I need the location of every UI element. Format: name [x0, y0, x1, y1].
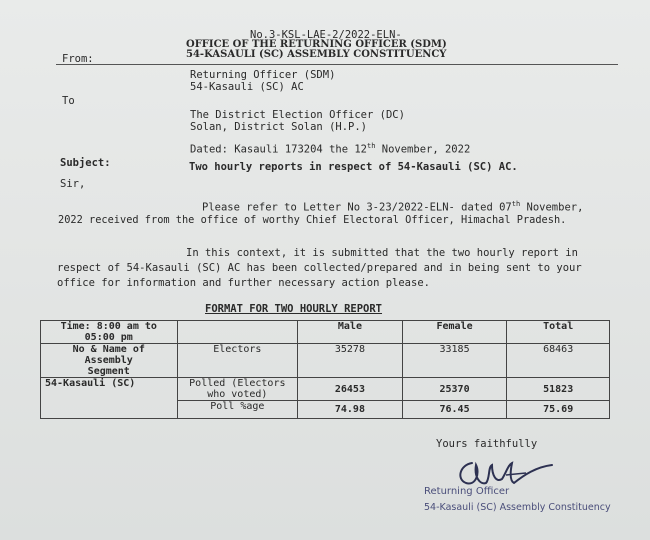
- from-line-1: Returning Officer (SDM): [190, 69, 336, 81]
- to-label: To: [62, 95, 75, 107]
- row-polled-male: 26453: [298, 378, 403, 401]
- row-electors-female: 33185: [402, 344, 507, 378]
- segment-header-line-2: Assembly: [84, 355, 133, 366]
- segment-name-cell: 54-Kasauli (SC): [41, 378, 178, 419]
- row-electors-male: 35278: [298, 344, 403, 378]
- row-electors-label: Electors: [177, 344, 298, 378]
- subject-label: Subject:: [60, 157, 111, 169]
- two-hourly-report-table: [40, 320, 610, 419]
- row-polled-total: 51823: [507, 378, 610, 401]
- report-heading: FORMAT FOR TWO HOURLY REPORT: [205, 303, 383, 315]
- paragraph-1-line-2: 2022 received from the office of worthy Chief Electoral Officer, Himachal Pradesh.: [58, 214, 567, 226]
- header-rule: [56, 64, 618, 65]
- office-title-line1: OFFICE OF THE RETURNING OFFICER (SDM): [186, 39, 447, 50]
- stamp-line-1: Returning Officer: [424, 486, 510, 497]
- paragraph-1-line-1: Please refer to Letter No 3-23/2022-ELN- dated 07th November,: [202, 200, 584, 214]
- reference-number: No.3-KSL-LAE-2/2022-ELN-: [250, 29, 402, 41]
- segment-header-cell: [41, 344, 178, 378]
- row-electors-total: 68463: [507, 344, 610, 378]
- segment-header-line-1: No & Name of: [72, 344, 145, 355]
- time-cell: Time: 8:00 am to 05:00 pm: [41, 321, 178, 344]
- dated-line: Dated: Kasauli 173204 the 12th November, 2022: [190, 142, 471, 156]
- subject-text: Two hourly reports in respect of 54-Kasauli (SC) AC.: [189, 161, 518, 173]
- yours-faithfully: Yours faithfully: [436, 438, 538, 450]
- row-poll-percent-male: 74.98: [298, 401, 403, 419]
- paragraph-2-line-3: office for information and further necessary action please.: [57, 277, 430, 289]
- to-line-1: The District Election Officer (DC): [190, 109, 405, 121]
- row-poll-percent-label: Poll %age: [177, 401, 298, 419]
- row-polled-label: Polled (Electors who voted): [177, 378, 298, 401]
- col-female-header: Female: [402, 321, 507, 344]
- stamp-line-2: 54-Kasauli (SC) Assembly Constituency: [424, 502, 611, 513]
- office-title-line2: 54-KASAULI (SC) ASSEMBLY CONSTITUENCY: [186, 49, 447, 60]
- col-total-header: Total: [507, 321, 610, 344]
- salutation: Sir,: [60, 178, 86, 190]
- row-poll-percent-female: 76.45: [402, 401, 507, 419]
- row-polled-female: 25370: [402, 378, 507, 401]
- from-line-2: 54-Kasauli (SC) AC: [190, 81, 304, 93]
- segment-header-line-3: Segment: [87, 366, 130, 377]
- official-stamp: [420, 486, 650, 526]
- paragraph-2-line-2: respect of 54-Kasauli (SC) AC has been collected/prepared and in being sent to your: [57, 262, 582, 274]
- col-male-header: Male: [298, 321, 403, 344]
- paragraph-2-line-1: In this context, it is submitted that the two hourly report in: [186, 247, 578, 259]
- row-poll-percent-total: 75.69: [507, 401, 610, 419]
- to-line-2: Solan, District Solan (H.P.): [190, 121, 368, 133]
- from-label: From:: [62, 53, 94, 65]
